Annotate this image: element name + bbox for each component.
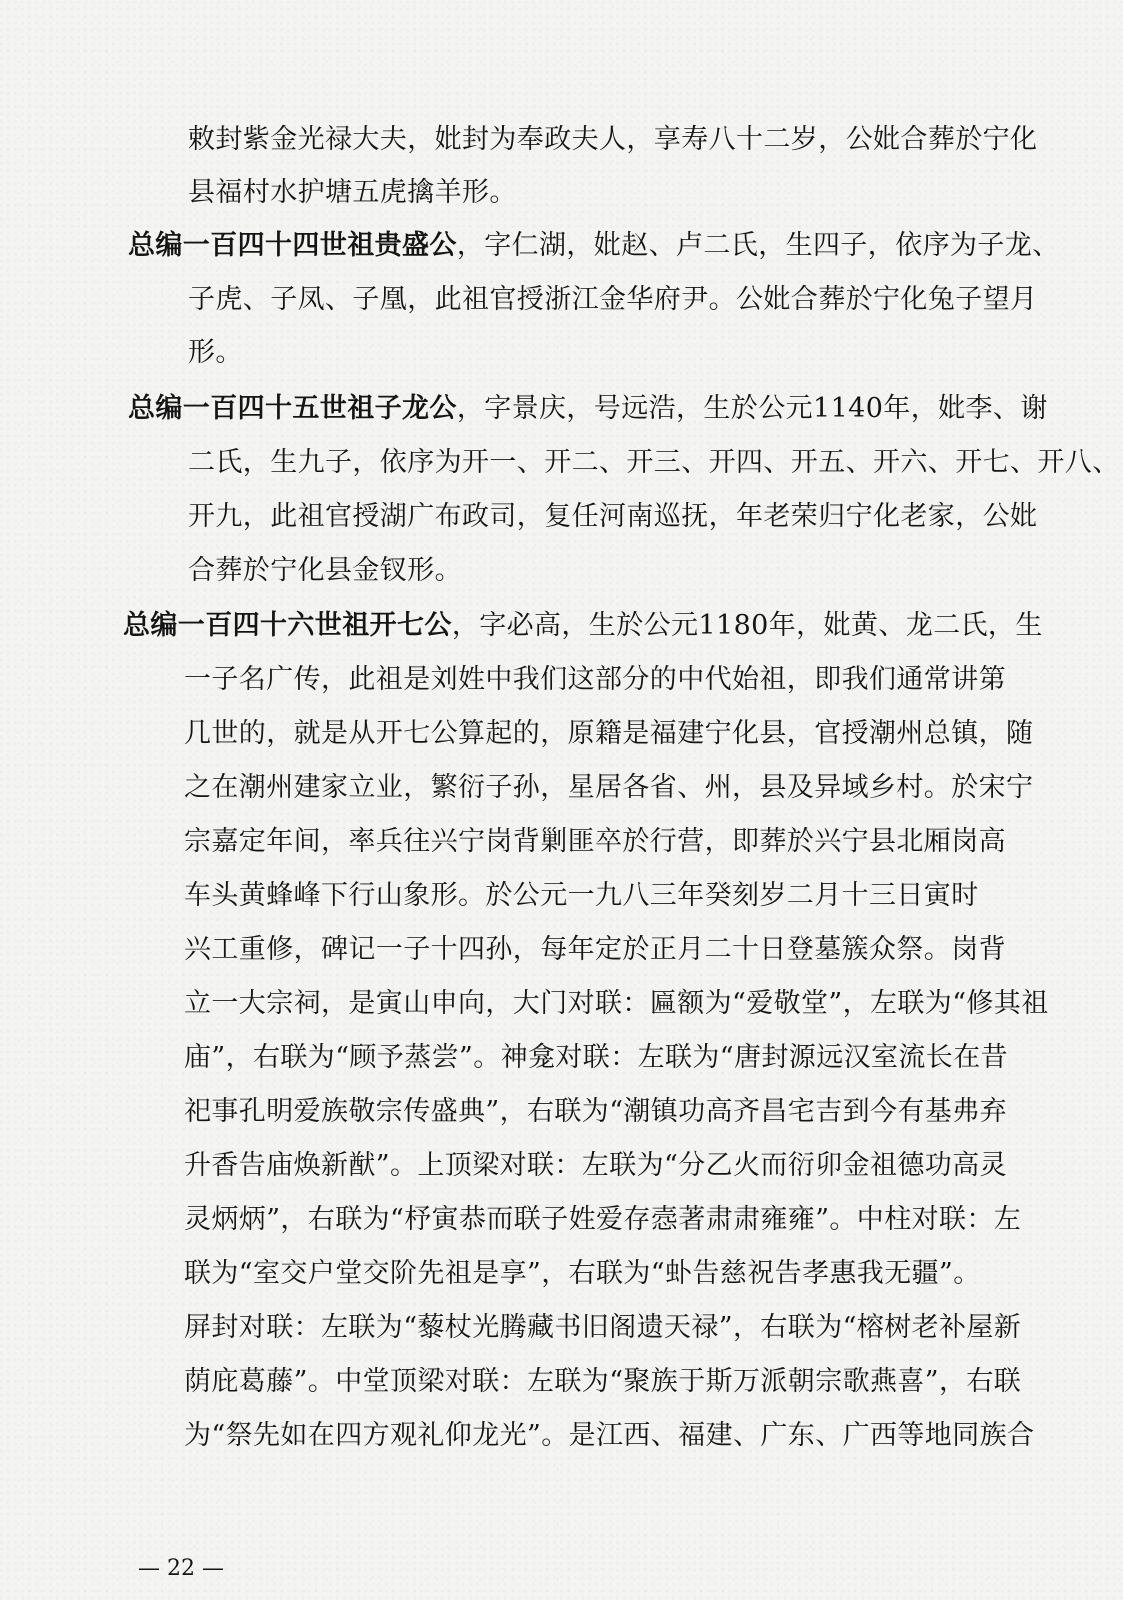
line-text: 县福村水护塘五虎擒羊形。	[188, 177, 517, 208]
text-line	[184, 769, 1033, 807]
line-text: 宗嘉定年间，率兵往兴宁岗背剿匪卒於行营，即葬於兴宁县北厢岗高	[184, 826, 1006, 857]
line-text: 祀事孔明爱族敬宗传盛典”，右联为“潮镇功高齐昌宅吉到今有基弗弃	[184, 1096, 1008, 1127]
text-line	[184, 1039, 1008, 1077]
line-text: 子虎、子凤、子凰，此祖官授浙江金华府尹。公妣合葬於宁化兔子望月	[188, 284, 1038, 315]
entry-heading: 总编一百四十六世祖开七公	[123, 610, 452, 641]
text-line	[188, 498, 1037, 536]
text-line	[128, 227, 1060, 265]
text-line	[188, 281, 1037, 319]
line-text: 灵炳炳”，右联为“杼寅恭而联子姓爱存悫著肃肃雍雍”。中柱对联：左	[184, 1204, 1022, 1235]
text-line	[184, 1309, 1021, 1347]
line-text: 荫庇葛藤”。中堂顶梁对联：左联为“聚族于斯万派朝宗歌燕喜”，右联	[184, 1366, 1022, 1397]
text-line	[188, 334, 243, 372]
line-text: 兴工重修，碑记一子十四孙，每年定於正月二十日登墓簇众祭。岗背	[184, 934, 1006, 965]
line-text: 屏封对联：左联为“藜杖光腾藏书旧阁遗天禄”，右联为“榕树老补屋新	[184, 1312, 1022, 1343]
line-text: 联为“室交户堂交阶先祖是享”，右联为“虲告慈祝告孝惠我无疆”。	[184, 1258, 981, 1289]
text-line	[184, 985, 1049, 1023]
line-text: 形。	[188, 337, 243, 368]
line-text: 几世的，就是从开七公算起的，原籍是福建宁化县，官授潮州总镇，随	[184, 718, 1034, 749]
line-text: 车头黄蜂峰下行山象形。於公元一九八三年癸刻岁二月十三日寅时	[184, 880, 979, 911]
text-line	[184, 1363, 1021, 1401]
entry-heading: 总编一百四十五世祖子龙公	[128, 393, 457, 424]
text-line	[188, 121, 1037, 159]
line-text: 敕封紫金光禄大夫，妣封为奉政夫人，享寿八十二岁，公妣合葬於宁化	[188, 124, 1038, 155]
text-line	[123, 607, 1043, 645]
line-text: ，字景庆，号远浩，生於公元1140年，妣李、谢	[456, 393, 1048, 424]
line-text: 之在潮州建家立业，繁衍子孙，星居各省、州，县及异域乡村。於宋宁	[184, 772, 1034, 803]
text-line	[184, 1093, 1007, 1131]
line-text: 二氏，生九子，依序为开一、开二、开三、开四、开五、开六、开七、开八、	[188, 447, 1120, 478]
line-text: ，字仁湖，妣赵、卢二氏，生四子，依序为子龙、	[456, 230, 1060, 261]
text-line	[184, 877, 979, 915]
text-line	[184, 823, 1006, 861]
line-text: 开九，此祖官授湖广布政司，复任河南巡抚，年老荣归宁化老家，公妣	[188, 501, 1038, 532]
text-line	[184, 1417, 1034, 1455]
text-line	[184, 661, 1006, 699]
line-text: ，字必高，生於公元1180年，妣黄、龙二氏，生	[451, 610, 1043, 641]
text-line	[128, 390, 1048, 428]
entry-heading: 总编一百四十四世祖贵盛公	[128, 230, 457, 261]
text-line	[188, 552, 462, 590]
text-line	[188, 174, 517, 212]
text-line	[184, 1201, 1021, 1239]
line-text: 合葬於宁化县金钗形。	[188, 555, 462, 586]
line-text: 升香告庙焕新猷”。上顶梁对联：左联为“分乙火而衍卯金祖德功高灵	[184, 1150, 1008, 1181]
line-text: 一子名广传，此祖是刘姓中我们这部分的中代始祖，即我们通常讲第	[184, 664, 1006, 695]
line-text: 庙”，右联为“顾予蒸尝”。神龛对联：左联为“唐封源远汉室流长在昔	[184, 1042, 1009, 1073]
text-line	[184, 1255, 981, 1293]
text-line	[188, 444, 1120, 482]
line-text: 立一大宗祠，是寅山申向，大门对联：匾额为“爱敬堂”，左联为“修其祖	[184, 988, 1049, 1019]
line-text: 为“祭先如在四方观礼仰龙光”。是江西、福建、广东、广西等地同族合	[184, 1420, 1035, 1451]
text-line	[184, 1147, 1007, 1185]
page-number: — 22 —	[138, 1556, 224, 1581]
text-line	[184, 931, 1006, 969]
text-line	[184, 715, 1033, 753]
